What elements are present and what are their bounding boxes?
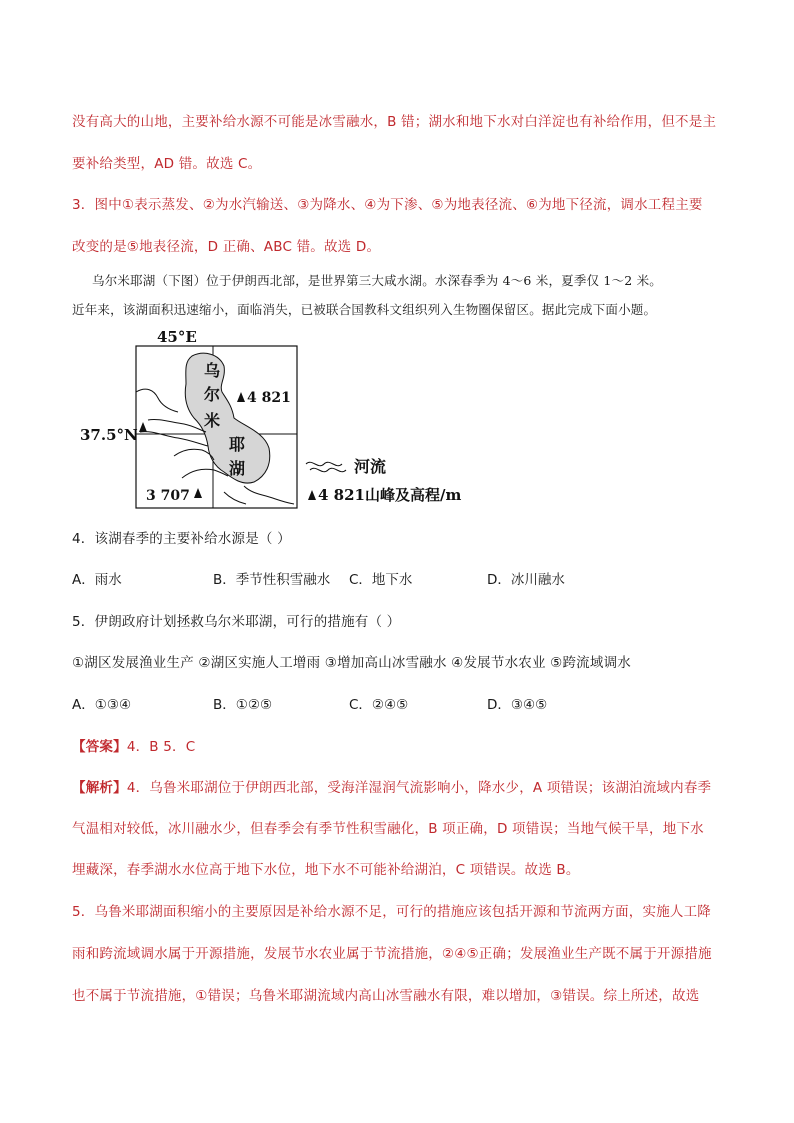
analysis-line-4: 5．乌鲁米耶湖面积缩小的主要原因是补给水源不足，可行的措施应该包括开源和节流两方面，实施人工降: [72, 904, 711, 920]
analysis-line-1: [72, 776, 711, 796]
peak-icon-2: [194, 488, 202, 498]
q4-option-a[interactable]: A．雨水: [72, 572, 122, 588]
q4-option-c[interactable]: C．地下水: [349, 572, 413, 588]
lake-char-5: 湖: [229, 459, 246, 478]
analysis-p1a: 4．乌鲁米耶湖位于伊朗西北部，受海洋湿润气流影响小，降水少，A 项错误；该湖泊流域内春季: [126, 780, 712, 796]
q4-option-b[interactable]: B．季节性积雪融水: [213, 572, 331, 588]
q4-stem: 4．该湖春季的主要补给水源是（ ）: [72, 531, 291, 547]
q5-option-d[interactable]: D．③④⑤: [487, 697, 548, 713]
analysis-tag: 【解析】: [72, 780, 127, 796]
prev-answer-line-2: 要补给类型，AD 错。故选 C。: [72, 156, 262, 172]
q4-option-d[interactable]: D．冰川融水: [487, 572, 565, 588]
legend-river-icon: [306, 462, 346, 471]
passage-intro-line-1: 乌尔米耶湖（下图）位于伊朗西北部，是世界第三大咸水湖。水深春季为 4～6 米，夏季仅 1～2 米。: [92, 273, 663, 288]
answer-text: 4．B 5．C: [126, 739, 196, 755]
prev-answer-line-4: 改变的是⑤地表径流，D 正确、ABC 错。故选 D。: [72, 239, 381, 255]
legend-peak-icon: [308, 490, 316, 500]
lake-shape: [185, 353, 269, 483]
legend-peak-label: 4 821山峰及高程/m: [318, 486, 462, 504]
q5-items: ①湖区发展渔业生产 ②湖区实施人工增雨 ③增加高山冰雪融水 ④发展节水农业 ⑤跨流域调水: [72, 655, 631, 671]
peak-icon-1: [237, 392, 245, 402]
lake-char-2: 尔: [204, 385, 221, 404]
q5-option-a[interactable]: A．①③④: [72, 697, 132, 713]
peak-label-2: 3 707: [146, 488, 190, 504]
lake-char-3: 米: [204, 411, 221, 430]
lake-urmia-map: [74, 326, 494, 516]
analysis-line-2: 气温相对较低，冰川融水少，但春季会有季节性积雪融化，B 项正确，D 项错误；当地气候干旱，地下水: [72, 821, 704, 837]
longitude-label: 45°E: [157, 328, 197, 346]
answer-tag: 【答案】: [72, 739, 127, 755]
passage-intro-line-2: 近年来，该湖面积迅速缩小，面临消失，已被联合国教科文组织列入生物圈保留区。据此完成下面小题。: [72, 302, 657, 317]
analysis-line-3: 埋藏深，春季湖水水位高于地下水位，地下水不可能补给湖泊，C 项错误。故选 B。: [72, 862, 580, 878]
legend-river-label: 河流: [354, 457, 387, 476]
peak-icon-west: [139, 422, 147, 432]
answer-line: [72, 735, 195, 755]
q5-stem: 5．伊朗政府计划拯救乌尔米耶湖，可行的措施有（ ）: [72, 614, 401, 630]
prev-answer-line-1: 没有高大的山地，主要补给水源不可能是冰雪融水，B 错；湖水和地下水对白洋淀也有补给作用，但不是主: [72, 114, 717, 130]
lake-char-4: 耶: [229, 435, 246, 454]
lake-char-1: 乌: [204, 361, 221, 380]
prev-answer-line-3: 3．图中①表示蒸发、②为水汽输送、③为降水、④为下渗、⑤为地表径流、⑥为地下径流，调水工程主要: [72, 197, 703, 213]
q5-option-b[interactable]: B．①②⑤: [213, 697, 273, 713]
latitude-label: 37.5°N: [80, 426, 138, 444]
analysis-line-5: 雨和跨流域调水属于开源措施，发展节水农业属于节流措施，②④⑤正确；发展渔业生产既不属于开源措施: [72, 946, 712, 962]
q5-option-c[interactable]: C．②④⑤: [349, 697, 409, 713]
peak-label-1: 4 821: [247, 390, 291, 406]
analysis-line-6: 也不属于节流措施，①错误；乌鲁米耶湖流域内高山冰雪融水有限，难以增加，③错误。综上所述，故选: [72, 988, 700, 1004]
